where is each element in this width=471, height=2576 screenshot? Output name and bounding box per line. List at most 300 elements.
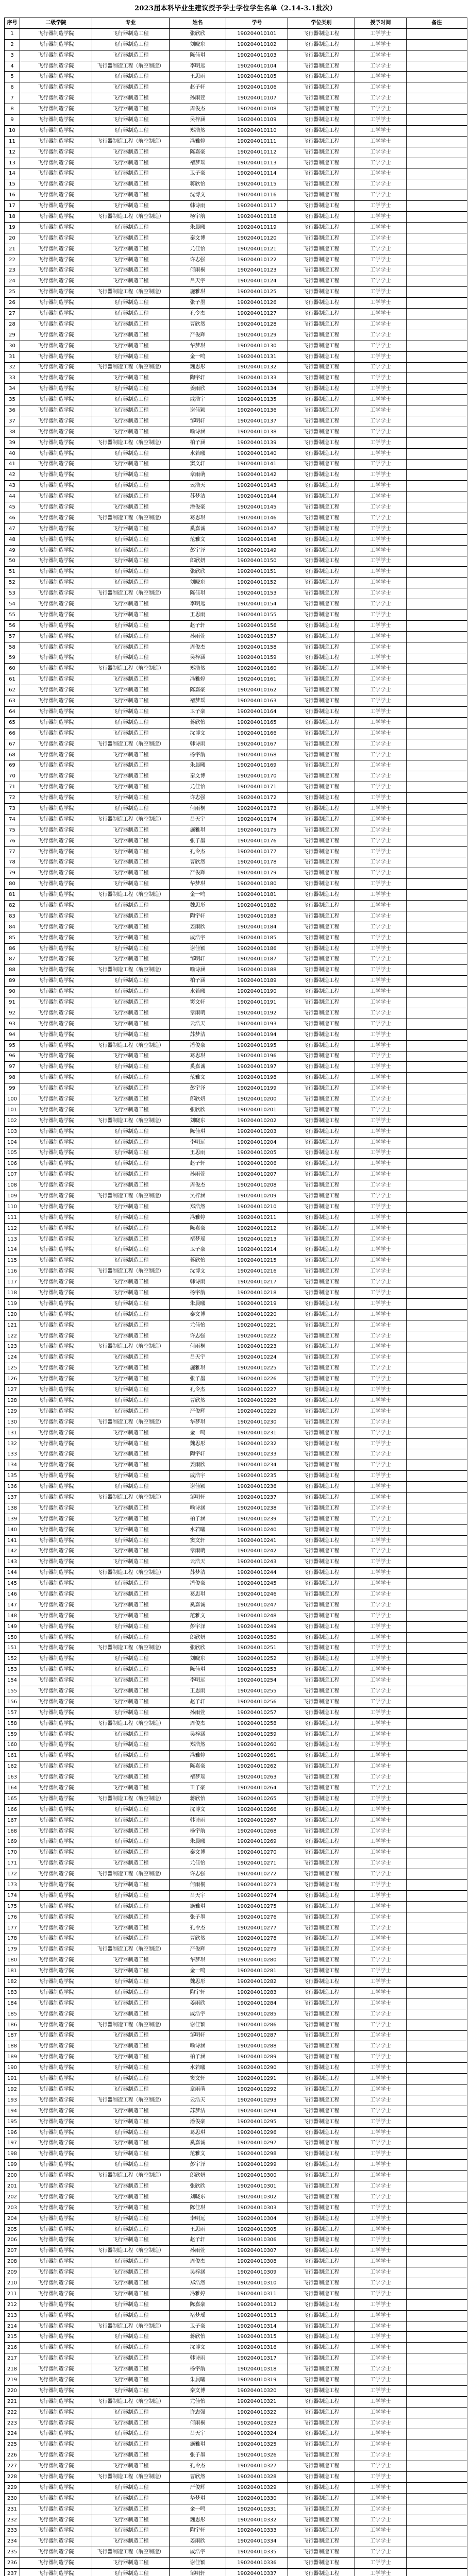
cell-college: 飞行器制造学院 bbox=[20, 760, 92, 771]
cell-degree: 工学学士 bbox=[355, 804, 407, 815]
cell-major: 飞行器制造工程 bbox=[92, 459, 170, 470]
cell-remark bbox=[407, 599, 467, 610]
cell-remark bbox=[407, 276, 467, 287]
cell-student-id: 190204010152 bbox=[226, 578, 288, 588]
cell-degree: 工学学士 bbox=[355, 1966, 407, 1977]
cell-major: 飞行器制造工程 bbox=[92, 1934, 170, 1944]
cell-student-id: 190204010271 bbox=[226, 1858, 288, 1869]
cell-remark bbox=[407, 244, 467, 255]
cell-college: 飞行器制造学院 bbox=[20, 2138, 92, 2149]
cell-name: 韩诗雨 bbox=[170, 2353, 226, 2364]
cell-major: 飞行器制造工程 bbox=[92, 341, 170, 351]
cell-remark bbox=[407, 319, 467, 330]
cell-major-repeat: 飞行器制造工程 bbox=[288, 276, 355, 287]
cell-name: 吕天宇 bbox=[170, 276, 226, 287]
cell-major: 飞行器制造工程 bbox=[92, 384, 170, 395]
cell-major-repeat: 飞行器制造工程 bbox=[288, 1029, 355, 1040]
cell-college: 飞行器制造学院 bbox=[20, 1417, 92, 1428]
cell-college: 飞行器制造学院 bbox=[20, 373, 92, 384]
cell-student-id: 190204010117 bbox=[226, 201, 288, 212]
cell-student-id: 190204010124 bbox=[226, 276, 288, 287]
cell-remark bbox=[407, 857, 467, 868]
cell-index: 149 bbox=[5, 1621, 20, 1632]
cell-major-repeat: 飞行器制造工程 bbox=[288, 373, 355, 384]
cell-college: 飞行器制造学院 bbox=[20, 2299, 92, 2310]
cell-major-repeat: 飞行器制造工程 bbox=[288, 1977, 355, 1988]
cell-major-repeat: 飞行器制造工程 bbox=[288, 2181, 355, 2192]
cell-name: 水若曦 bbox=[170, 1524, 226, 1535]
cell-name: 孙雨萱 bbox=[170, 2246, 226, 2257]
cell-index: 34 bbox=[5, 384, 20, 395]
table-row bbox=[5, 825, 467, 836]
cell-name: 赵子轩 bbox=[170, 82, 226, 93]
cell-name: 尤佳怡 bbox=[170, 244, 226, 255]
table-row bbox=[5, 1632, 467, 1643]
cell-major-repeat: 飞行器制造工程 bbox=[288, 1148, 355, 1159]
cell-remark bbox=[407, 1611, 467, 1621]
cell-college: 飞行器制造学院 bbox=[20, 287, 92, 298]
cell-index: 26 bbox=[5, 298, 20, 309]
cell-college: 飞行器制造学院 bbox=[20, 2009, 92, 2020]
cell-degree: 工学学士 bbox=[355, 115, 407, 126]
cell-degree: 工学学士 bbox=[355, 2482, 407, 2493]
cell-student-id: 190204010177 bbox=[226, 846, 288, 857]
table-row bbox=[5, 1815, 467, 1826]
cell-index: 188 bbox=[5, 2041, 20, 2052]
cell-remark bbox=[407, 2343, 467, 2353]
table-row bbox=[5, 1589, 467, 1600]
cell-degree: 工学学士 bbox=[355, 2299, 407, 2310]
cell-student-id: 190204010196 bbox=[226, 1051, 288, 1062]
cell-major: 飞行器制造工程 bbox=[92, 1804, 170, 1815]
cell-major-repeat: 飞行器制造工程 bbox=[288, 2235, 355, 2246]
table-row bbox=[5, 954, 467, 965]
cell-major: 飞行器制造工程 bbox=[92, 1901, 170, 1912]
cell-college: 飞行器制造学院 bbox=[20, 534, 92, 545]
cell-major-repeat: 飞行器制造工程 bbox=[288, 1201, 355, 1212]
cell-index: 148 bbox=[5, 1611, 20, 1621]
cell-degree: 工学学士 bbox=[355, 255, 407, 265]
cell-student-id: 190204010197 bbox=[226, 1062, 288, 1073]
cell-major-repeat: 飞行器制造工程 bbox=[288, 1342, 355, 1352]
cell-major: 飞行器制造工程 bbox=[92, 534, 170, 545]
cell-degree: 工学学士 bbox=[355, 556, 407, 567]
cell-remark bbox=[407, 2310, 467, 2321]
cell-remark bbox=[407, 1568, 467, 1579]
cell-name: 陶宇轩 bbox=[170, 1449, 226, 1460]
cell-remark bbox=[407, 1848, 467, 1858]
cell-major-repeat: 飞行器制造工程 bbox=[288, 567, 355, 578]
cell-student-id: 190204010145 bbox=[226, 502, 288, 513]
cell-index: 71 bbox=[5, 782, 20, 793]
cell-college: 飞行器制造学院 bbox=[20, 836, 92, 846]
cell-major-repeat: 飞行器制造工程 bbox=[288, 2202, 355, 2213]
table-row bbox=[5, 523, 467, 534]
cell-index: 160 bbox=[5, 1740, 20, 1751]
header-degree: 学位类别 bbox=[288, 18, 355, 29]
cell-student-id: 190204010247 bbox=[226, 1600, 288, 1611]
cell-student-id: 190204010299 bbox=[226, 2160, 288, 2171]
cell-major: 飞行器制造工程 bbox=[92, 2569, 170, 2576]
cell-index: 115 bbox=[5, 1256, 20, 1266]
cell-index: 144 bbox=[5, 1568, 20, 1579]
cell-student-id: 190204010202 bbox=[226, 1115, 288, 1126]
cell-major: 飞行器制造工程 bbox=[92, 2267, 170, 2278]
cell-degree: 工学学士 bbox=[355, 2332, 407, 2343]
cell-college: 飞行器制造学院 bbox=[20, 1438, 92, 1449]
cell-major-repeat: 飞行器制造工程 bbox=[288, 1869, 355, 1880]
cell-index: 82 bbox=[5, 901, 20, 911]
cell-remark bbox=[407, 2127, 467, 2138]
cell-name: 谢佳颖 bbox=[170, 1482, 226, 1493]
cell-name: 陈嘉豪 bbox=[170, 1223, 226, 1234]
cell-major-repeat: 飞行器制造工程 bbox=[288, 2375, 355, 2386]
cell-major: 飞行器制造工程 bbox=[92, 2149, 170, 2160]
cell-index: 182 bbox=[5, 1977, 20, 1988]
cell-student-id: 190204010103 bbox=[226, 50, 288, 61]
cell-major: 飞行器制造工程 bbox=[92, 523, 170, 534]
cell-college: 飞行器制造学院 bbox=[20, 567, 92, 578]
cell-major-repeat: 飞行器制造工程 bbox=[288, 233, 355, 244]
cell-name: 吕天宇 bbox=[170, 1352, 226, 1363]
header-remark: 备注 bbox=[407, 18, 467, 29]
cell-index: 199 bbox=[5, 2160, 20, 2171]
cell-student-id: 190204010320 bbox=[226, 2385, 288, 2396]
cell-college: 飞行器制造学院 bbox=[20, 158, 92, 168]
cell-degree: 工学学士 bbox=[355, 1137, 407, 1148]
cell-college: 飞行器制造学院 bbox=[20, 1115, 92, 1126]
cell-degree: 工学学士 bbox=[355, 1665, 407, 1675]
cell-degree: 工学学士 bbox=[355, 793, 407, 804]
cell-student-id: 190204010151 bbox=[226, 567, 288, 578]
cell-index: 108 bbox=[5, 1180, 20, 1191]
cell-remark bbox=[407, 212, 467, 223]
cell-remark bbox=[407, 1170, 467, 1180]
cell-major-repeat: 飞行器制造工程 bbox=[288, 1083, 355, 1094]
cell-index: 135 bbox=[5, 1471, 20, 1482]
cell-college: 飞行器制造学院 bbox=[20, 2515, 92, 2526]
cell-degree: 工学学士 bbox=[355, 1600, 407, 1611]
cell-major: 飞行器制造工程 bbox=[92, 1148, 170, 1159]
table-row bbox=[5, 1524, 467, 1535]
cell-name: 张子墨 bbox=[170, 836, 226, 846]
cell-remark bbox=[407, 1062, 467, 1073]
cell-name: 陶宇轩 bbox=[170, 911, 226, 922]
cell-degree: 工学学士 bbox=[355, 609, 407, 620]
cell-name: 魏思彤 bbox=[170, 362, 226, 373]
table-row bbox=[5, 1707, 467, 1718]
cell-student-id: 190204010211 bbox=[226, 1212, 288, 1223]
table-row bbox=[5, 2439, 467, 2450]
cell-college: 飞行器制造学院 bbox=[20, 1524, 92, 1535]
cell-major-repeat: 飞行器制造工程 bbox=[288, 2020, 355, 2030]
table-row bbox=[5, 2450, 467, 2461]
cell-remark bbox=[407, 222, 467, 233]
cell-college: 飞行器制造学院 bbox=[20, 2063, 92, 2074]
cell-remark bbox=[407, 954, 467, 965]
cell-degree: 工学学士 bbox=[355, 125, 407, 136]
cell-major: 飞行器制造工程 bbox=[92, 2418, 170, 2429]
cell-major-repeat: 飞行器制造工程 bbox=[288, 481, 355, 492]
cell-major-repeat: 飞行器制造工程 bbox=[288, 2493, 355, 2504]
cell-index: 103 bbox=[5, 1126, 20, 1137]
cell-index: 225 bbox=[5, 2439, 20, 2450]
cell-student-id: 190204010113 bbox=[226, 158, 288, 168]
cell-major: 飞行器制造工程（航空制造） bbox=[92, 1040, 170, 1051]
cell-remark bbox=[407, 1837, 467, 1848]
cell-student-id: 190204010337 bbox=[226, 2569, 288, 2576]
cell-index: 167 bbox=[5, 1815, 20, 1826]
cell-degree: 工学学士 bbox=[355, 2493, 407, 2504]
table-row bbox=[5, 1180, 467, 1191]
cell-college: 飞行器制造学院 bbox=[20, 2418, 92, 2429]
cell-name: 章雨萌 bbox=[170, 1546, 226, 1557]
cell-student-id: 190204010127 bbox=[226, 309, 288, 319]
cell-major: 飞行器制造工程 bbox=[92, 1729, 170, 1740]
cell-name: 陈嘉豪 bbox=[170, 1761, 226, 1772]
cell-college: 飞行器制造学院 bbox=[20, 976, 92, 987]
cell-major: 飞行器制造工程 bbox=[92, 997, 170, 1008]
cell-remark bbox=[407, 1966, 467, 1977]
cell-major: 飞行器制造工程（航空制造） bbox=[92, 437, 170, 448]
cell-degree: 工学学士 bbox=[355, 1901, 407, 1912]
cell-remark bbox=[407, 2493, 467, 2504]
cell-degree: 工学学士 bbox=[355, 1707, 407, 1718]
cell-major: 飞行器制造工程 bbox=[92, 351, 170, 362]
table-row bbox=[5, 1126, 467, 1137]
cell-degree: 工学学士 bbox=[355, 890, 407, 901]
cell-college: 飞行器制造学院 bbox=[20, 588, 92, 599]
cell-degree: 工学学士 bbox=[355, 782, 407, 793]
cell-degree: 工学学士 bbox=[355, 1170, 407, 1180]
cell-major-repeat: 飞行器制造工程 bbox=[288, 2267, 355, 2278]
cell-major: 飞行器制造工程 bbox=[92, 1707, 170, 1718]
cell-index: 12 bbox=[5, 147, 20, 158]
cell-major: 飞行器制造工程 bbox=[92, 2084, 170, 2095]
cell-major: 飞行器制造工程 bbox=[92, 1912, 170, 1923]
cell-remark bbox=[407, 2526, 467, 2536]
cell-remark bbox=[407, 1589, 467, 1600]
cell-name: 卫子豪 bbox=[170, 1245, 226, 1256]
cell-major: 飞行器制造工程 bbox=[92, 2235, 170, 2246]
cell-major: 飞行器制造工程（航空制造） bbox=[92, 287, 170, 298]
cell-student-id: 190204010288 bbox=[226, 2041, 288, 2052]
cell-major: 飞行器制造工程 bbox=[92, 265, 170, 276]
cell-college: 飞行器制造学院 bbox=[20, 1212, 92, 1223]
cell-name: 姜雨欣 bbox=[170, 384, 226, 395]
table-row bbox=[5, 1901, 467, 1912]
cell-degree: 工学学士 bbox=[355, 1245, 407, 1256]
cell-index: 109 bbox=[5, 1191, 20, 1202]
cell-degree: 工学学士 bbox=[355, 1944, 407, 1955]
table-row bbox=[5, 642, 467, 653]
table-row bbox=[5, 470, 467, 481]
cell-college: 飞行器制造学院 bbox=[20, 1751, 92, 1761]
cell-degree: 工学学士 bbox=[355, 2009, 407, 2020]
cell-name: 褚梦瑶 bbox=[170, 158, 226, 168]
cell-name: 秦文博 bbox=[170, 233, 226, 244]
cell-degree: 工学学士 bbox=[355, 362, 407, 373]
cell-name: 姜雨欣 bbox=[170, 922, 226, 933]
cell-index: 23 bbox=[5, 265, 20, 276]
cell-major: 飞行器制造工程（航空制造） bbox=[92, 1115, 170, 1126]
cell-degree: 工学学士 bbox=[355, 2202, 407, 2213]
cell-student-id: 190204010141 bbox=[226, 459, 288, 470]
cell-name: 郑浩然 bbox=[170, 1201, 226, 1212]
cell-student-id: 190204010310 bbox=[226, 2278, 288, 2289]
cell-student-id: 190204010108 bbox=[226, 104, 288, 115]
cell-name: 葛思琪 bbox=[170, 1051, 226, 1062]
cell-name: 王思雨 bbox=[170, 1148, 226, 1159]
cell-remark bbox=[407, 674, 467, 685]
cell-name: 赵子轩 bbox=[170, 1159, 226, 1170]
cell-remark bbox=[407, 1438, 467, 1449]
cell-major: 飞行器制造工程 bbox=[92, 115, 170, 126]
cell-student-id: 190204010329 bbox=[226, 2482, 288, 2493]
cell-degree: 工学学士 bbox=[355, 2418, 407, 2429]
cell-college: 飞行器制造学院 bbox=[20, 1557, 92, 1568]
table-row bbox=[5, 233, 467, 244]
header-major: 专业 bbox=[92, 18, 170, 29]
cell-major-repeat: 飞行器制造工程 bbox=[288, 1890, 355, 1901]
cell-degree: 工学学士 bbox=[355, 93, 407, 104]
table-row bbox=[5, 1309, 467, 1320]
table-row bbox=[5, 1514, 467, 1524]
cell-student-id: 190204010256 bbox=[226, 1697, 288, 1707]
cell-major: 飞行器制造工程 bbox=[92, 39, 170, 50]
cell-student-id: 190204010147 bbox=[226, 523, 288, 534]
cell-remark bbox=[407, 481, 467, 492]
cell-major: 飞行器制造工程 bbox=[92, 1772, 170, 1783]
cell-remark bbox=[407, 1977, 467, 1988]
cell-major: 飞行器制造工程 bbox=[92, 578, 170, 588]
cell-index: 44 bbox=[5, 492, 20, 502]
cell-college: 飞行器制造学院 bbox=[20, 1826, 92, 1837]
cell-remark bbox=[407, 459, 467, 470]
cell-major-repeat: 飞行器制造工程 bbox=[288, 330, 355, 341]
cell-major-repeat: 飞行器制造工程 bbox=[288, 814, 355, 825]
cell-degree: 工学学士 bbox=[355, 1471, 407, 1482]
cell-index: 54 bbox=[5, 599, 20, 610]
cell-name: 朱晨曦 bbox=[170, 760, 226, 771]
cell-student-id: 190204010218 bbox=[226, 1288, 288, 1299]
cell-major: 飞行器制造工程 bbox=[92, 2332, 170, 2343]
cell-index: 43 bbox=[5, 481, 20, 492]
cell-college: 飞行器制造学院 bbox=[20, 93, 92, 104]
cell-degree: 工学学士 bbox=[355, 2106, 407, 2116]
cell-degree: 工学学士 bbox=[355, 1320, 407, 1331]
cell-student-id: 190204010253 bbox=[226, 1665, 288, 1675]
table-row bbox=[5, 276, 467, 287]
cell-major: 飞行器制造工程 bbox=[92, 1083, 170, 1094]
cell-major-repeat: 飞行器制造工程 bbox=[288, 911, 355, 922]
cell-index: 95 bbox=[5, 1040, 20, 1051]
cell-degree: 工学学士 bbox=[355, 2116, 407, 2127]
table-row bbox=[5, 1471, 467, 1482]
cell-college: 飞行器制造学院 bbox=[20, 341, 92, 351]
cell-major: 飞行器制造工程 bbox=[92, 201, 170, 212]
cell-remark bbox=[407, 1126, 467, 1137]
cell-name: 苏梦洁 bbox=[170, 492, 226, 502]
cell-student-id: 190204010207 bbox=[226, 1170, 288, 1180]
cell-index: 133 bbox=[5, 1449, 20, 1460]
table-row bbox=[5, 620, 467, 631]
cell-index: 122 bbox=[5, 1331, 20, 1342]
cell-index: 191 bbox=[5, 2074, 20, 2084]
cell-student-id: 190204010220 bbox=[226, 1309, 288, 1320]
cell-college: 飞行器制造学院 bbox=[20, 578, 92, 588]
cell-remark bbox=[407, 437, 467, 448]
table-row bbox=[5, 1438, 467, 1449]
cell-college: 飞行器制造学院 bbox=[20, 1170, 92, 1180]
cell-name: 杨宇航 bbox=[170, 1826, 226, 1837]
cell-college: 飞行器制造学院 bbox=[20, 72, 92, 82]
cell-college: 飞行器制造学院 bbox=[20, 1256, 92, 1266]
cell-major: 飞行器制造工程 bbox=[92, 2257, 170, 2267]
cell-degree: 工学学士 bbox=[355, 104, 407, 115]
cell-major: 飞行器制造工程（航空制造） bbox=[92, 2547, 170, 2558]
cell-name: 郎欣妍 bbox=[170, 1094, 226, 1105]
cell-major-repeat: 飞行器制造工程 bbox=[288, 2149, 355, 2160]
cell-student-id: 190204010131 bbox=[226, 351, 288, 362]
cell-index: 52 bbox=[5, 578, 20, 588]
cell-degree: 工学学士 bbox=[355, 2213, 407, 2224]
cell-major: 飞行器制造工程 bbox=[92, 255, 170, 265]
cell-index: 211 bbox=[5, 2289, 20, 2299]
cell-name: 吴梓涵 bbox=[170, 115, 226, 126]
cell-college: 飞行器制造学院 bbox=[20, 2472, 92, 2483]
cell-student-id: 190204010235 bbox=[226, 1471, 288, 1482]
cell-degree: 工学学士 bbox=[355, 1793, 407, 1804]
cell-index: 176 bbox=[5, 1912, 20, 1923]
cell-name: 戚浩宇 bbox=[170, 2009, 226, 2020]
cell-remark bbox=[407, 1223, 467, 1234]
cell-student-id: 190204010315 bbox=[226, 2332, 288, 2343]
cell-name: 孙雨萱 bbox=[170, 1707, 226, 1718]
cell-college: 飞行器制造学院 bbox=[20, 2246, 92, 2257]
cell-student-id: 190204010110 bbox=[226, 125, 288, 136]
cell-name: 奚嘉诚 bbox=[170, 1062, 226, 1073]
cell-major-repeat: 飞行器制造工程 bbox=[288, 395, 355, 405]
cell-degree: 工学学士 bbox=[355, 1051, 407, 1062]
cell-major: 飞行器制造工程 bbox=[92, 222, 170, 233]
cell-college: 飞行器制造学院 bbox=[20, 1288, 92, 1299]
cell-college: 飞行器制造学院 bbox=[20, 2257, 92, 2267]
cell-remark bbox=[407, 1277, 467, 1288]
table-row bbox=[5, 1665, 467, 1675]
cell-college: 飞行器制造学院 bbox=[20, 2569, 92, 2576]
cell-degree: 工学学士 bbox=[355, 2407, 407, 2418]
cell-remark bbox=[407, 72, 467, 82]
cell-name: 沈博文 bbox=[170, 1804, 226, 1815]
table-row bbox=[5, 2429, 467, 2439]
cell-college: 飞行器制造学院 bbox=[20, 1449, 92, 1460]
cell-name: 孔令杰 bbox=[170, 846, 226, 857]
cell-college: 飞行器制造学院 bbox=[20, 696, 92, 707]
cell-major-repeat: 飞行器制造工程 bbox=[288, 534, 355, 545]
cell-degree: 工学学士 bbox=[355, 1772, 407, 1783]
cell-student-id: 190204010317 bbox=[226, 2353, 288, 2364]
cell-remark bbox=[407, 2515, 467, 2526]
cell-college: 飞行器制造学院 bbox=[20, 1643, 92, 1654]
cell-major-repeat: 飞行器制造工程 bbox=[288, 2353, 355, 2364]
cell-student-id: 190204010303 bbox=[226, 2202, 288, 2213]
cell-remark bbox=[407, 1998, 467, 2009]
table-row bbox=[5, 2569, 467, 2576]
cell-student-id: 190204010166 bbox=[226, 728, 288, 739]
table-row bbox=[5, 2267, 467, 2278]
cell-major-repeat: 飞行器制造工程 bbox=[288, 2504, 355, 2515]
